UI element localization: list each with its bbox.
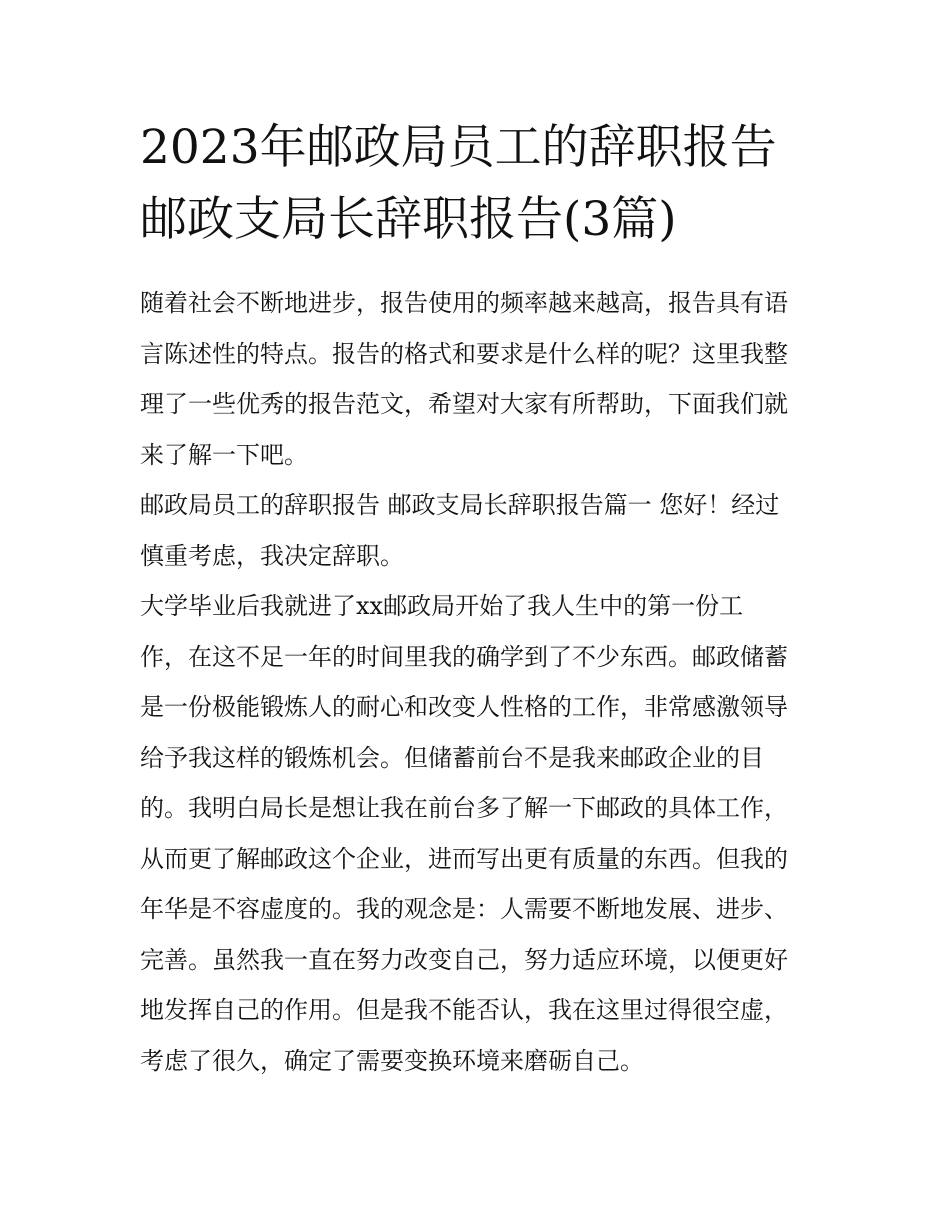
paragraph-heading-greeting xyxy=(140,480,820,581)
text-line: 地发挥自己的作用。但是我不能否认，我在这里过得很空虚， xyxy=(140,996,788,1024)
text-line: 作，在这不足一年的时间里我的确学到了不少东西。邮政储蓄 xyxy=(140,642,788,671)
text-line: 考虑了很久，确定了需要变换环境来磨砺自己。 xyxy=(140,1046,644,1075)
text-line: 给予我这样的锻炼机会。但储蓄前台不是我来邮政企业的目 xyxy=(140,743,764,772)
text-line: 理了一些优秀的报告范文，希望对大家有所帮助，下面我们就 xyxy=(140,390,788,418)
text-line: 从而更了解邮政这个企业，进而写出更有质量的东西。但我的 xyxy=(140,844,788,873)
paragraph-main xyxy=(140,581,820,1086)
text-line: 随着社会不断地进步，报告使用的频率越来越高，报告具有语 xyxy=(140,289,788,317)
document-title xyxy=(140,112,820,256)
title-line-1: 2023年邮政局员工的辞职报告 xyxy=(140,120,777,175)
text-line: 年华是不容虚度的。我的观念是：人需要不断地发展、进步、 xyxy=(140,895,788,923)
document-body xyxy=(140,278,820,1086)
text-line: 慎重考虑，我决定辞职。 xyxy=(140,541,404,570)
text-line: 完善。虽然我一直在努力改变自己，努力适应环境，以便更好 xyxy=(140,945,788,974)
text-line: 的。我明白局长是想让我在前台多了解一下邮政的具体工作， xyxy=(140,794,788,822)
title-line-2: 邮政支局长辞职报告(3篇) xyxy=(140,192,677,247)
text-line: 是一份极能锻炼人的耐心和改变人性格的工作，非常感激领导 xyxy=(140,693,788,721)
paragraph-intro xyxy=(140,278,820,480)
text-line: 来了解一下吧。 xyxy=(140,440,308,469)
text-line: 邮政局员工的辞职报告 邮政支局长辞职报告篇一 您好！经过 xyxy=(140,491,780,519)
text-line: 言陈述性的特点。报告的格式和要求是什么样的呢？这里我整 xyxy=(140,339,788,368)
text-line: 大学毕业后我就进了xx邮政局开始了我人生中的第一份工 xyxy=(140,592,744,620)
